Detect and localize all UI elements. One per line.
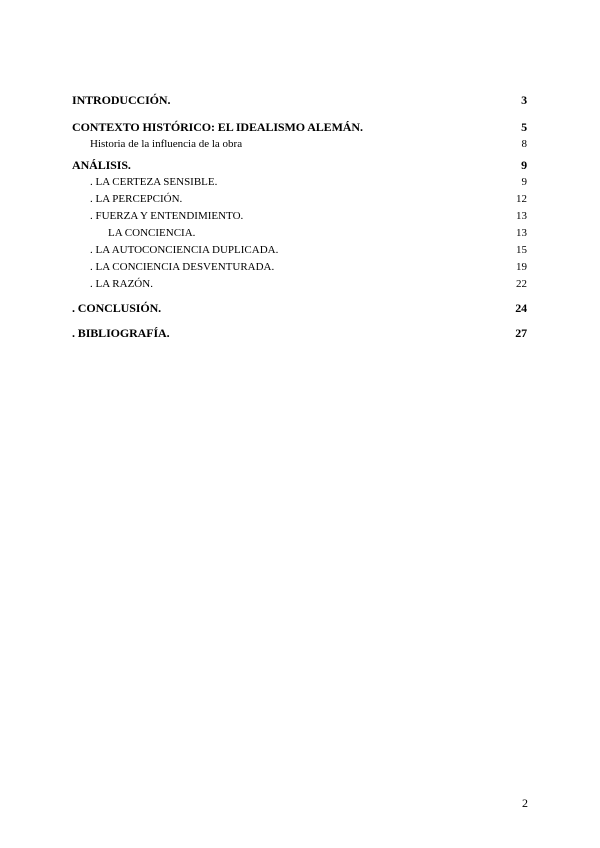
toc-entry-percepcion[interactable] bbox=[72, 191, 527, 208]
toc-entry-page: 9 bbox=[521, 176, 527, 188]
toc-entry-label: ANÁLISIS. bbox=[72, 158, 131, 172]
toc-entry-analisis[interactable] bbox=[72, 157, 527, 174]
toc-entry-page: 12 bbox=[516, 193, 527, 205]
page-number: 2 bbox=[522, 796, 528, 810]
toc-entry-label: LA CONCIENCIA. bbox=[108, 227, 196, 239]
toc-entry-page: 19 bbox=[516, 261, 527, 273]
toc-entry-label: . LA PERCEPCIÓN. bbox=[90, 193, 183, 205]
toc-entry-bibliografia[interactable] bbox=[72, 325, 527, 342]
toc-entry-label: . LA AUTOCONCIENCIA DUPLICADA. bbox=[90, 244, 279, 256]
toc-entry-la-conciencia[interactable] bbox=[72, 225, 527, 242]
toc-entry-label: . LA CERTEZA SENSIBLE. bbox=[90, 176, 218, 188]
toc-entry-label: Historia de la influencia de la obra bbox=[90, 138, 243, 150]
toc-entry-page: 5 bbox=[521, 120, 527, 134]
toc-entry-label: . LA RAZÓN. bbox=[90, 278, 153, 290]
toc-entry-label: . BIBLIOGRAFÍA. bbox=[72, 326, 170, 340]
toc-entry-la-razon[interactable] bbox=[72, 276, 527, 293]
toc-entry-label: . LA CONCIENCIA DESVENTURADA. bbox=[90, 261, 275, 273]
toc-entry-conciencia-desventurada[interactable] bbox=[72, 259, 527, 276]
toc-entry-contexto-historico[interactable] bbox=[72, 119, 527, 136]
table-of-contents bbox=[72, 92, 527, 342]
toc-entry-fuerza-entendimiento[interactable] bbox=[72, 208, 527, 225]
toc-entry-page: 27 bbox=[515, 326, 527, 340]
toc-entry-historia-influencia[interactable] bbox=[72, 136, 527, 153]
toc-entry-page: 22 bbox=[516, 278, 527, 290]
toc-entry-label: . CONCLUSIÓN. bbox=[72, 301, 162, 315]
toc-entry-introduccion[interactable] bbox=[72, 92, 527, 109]
toc-entry-page: 24 bbox=[515, 301, 527, 315]
toc-entry-autoconciencia-duplicada[interactable] bbox=[72, 242, 527, 259]
toc-entry-page: 3 bbox=[521, 93, 527, 107]
toc-entry-page: 8 bbox=[521, 138, 527, 150]
toc-entry-page: 13 bbox=[516, 227, 527, 239]
toc-entry-label: CONTEXTO HISTÓRICO: EL IDEALISMO ALEMÁN. bbox=[72, 120, 363, 134]
toc-entry-page: 13 bbox=[516, 210, 527, 222]
toc-entry-certeza-sensible[interactable] bbox=[72, 174, 527, 191]
toc-entry-label: INTRODUCCIÓN. bbox=[72, 93, 171, 107]
toc-entry-page: 15 bbox=[516, 244, 527, 256]
toc-entry-page: 9 bbox=[521, 158, 527, 172]
toc-entry-conclusion[interactable] bbox=[72, 300, 527, 317]
toc-entry-label: . FUERZA Y ENTENDIMIENTO. bbox=[90, 210, 244, 222]
